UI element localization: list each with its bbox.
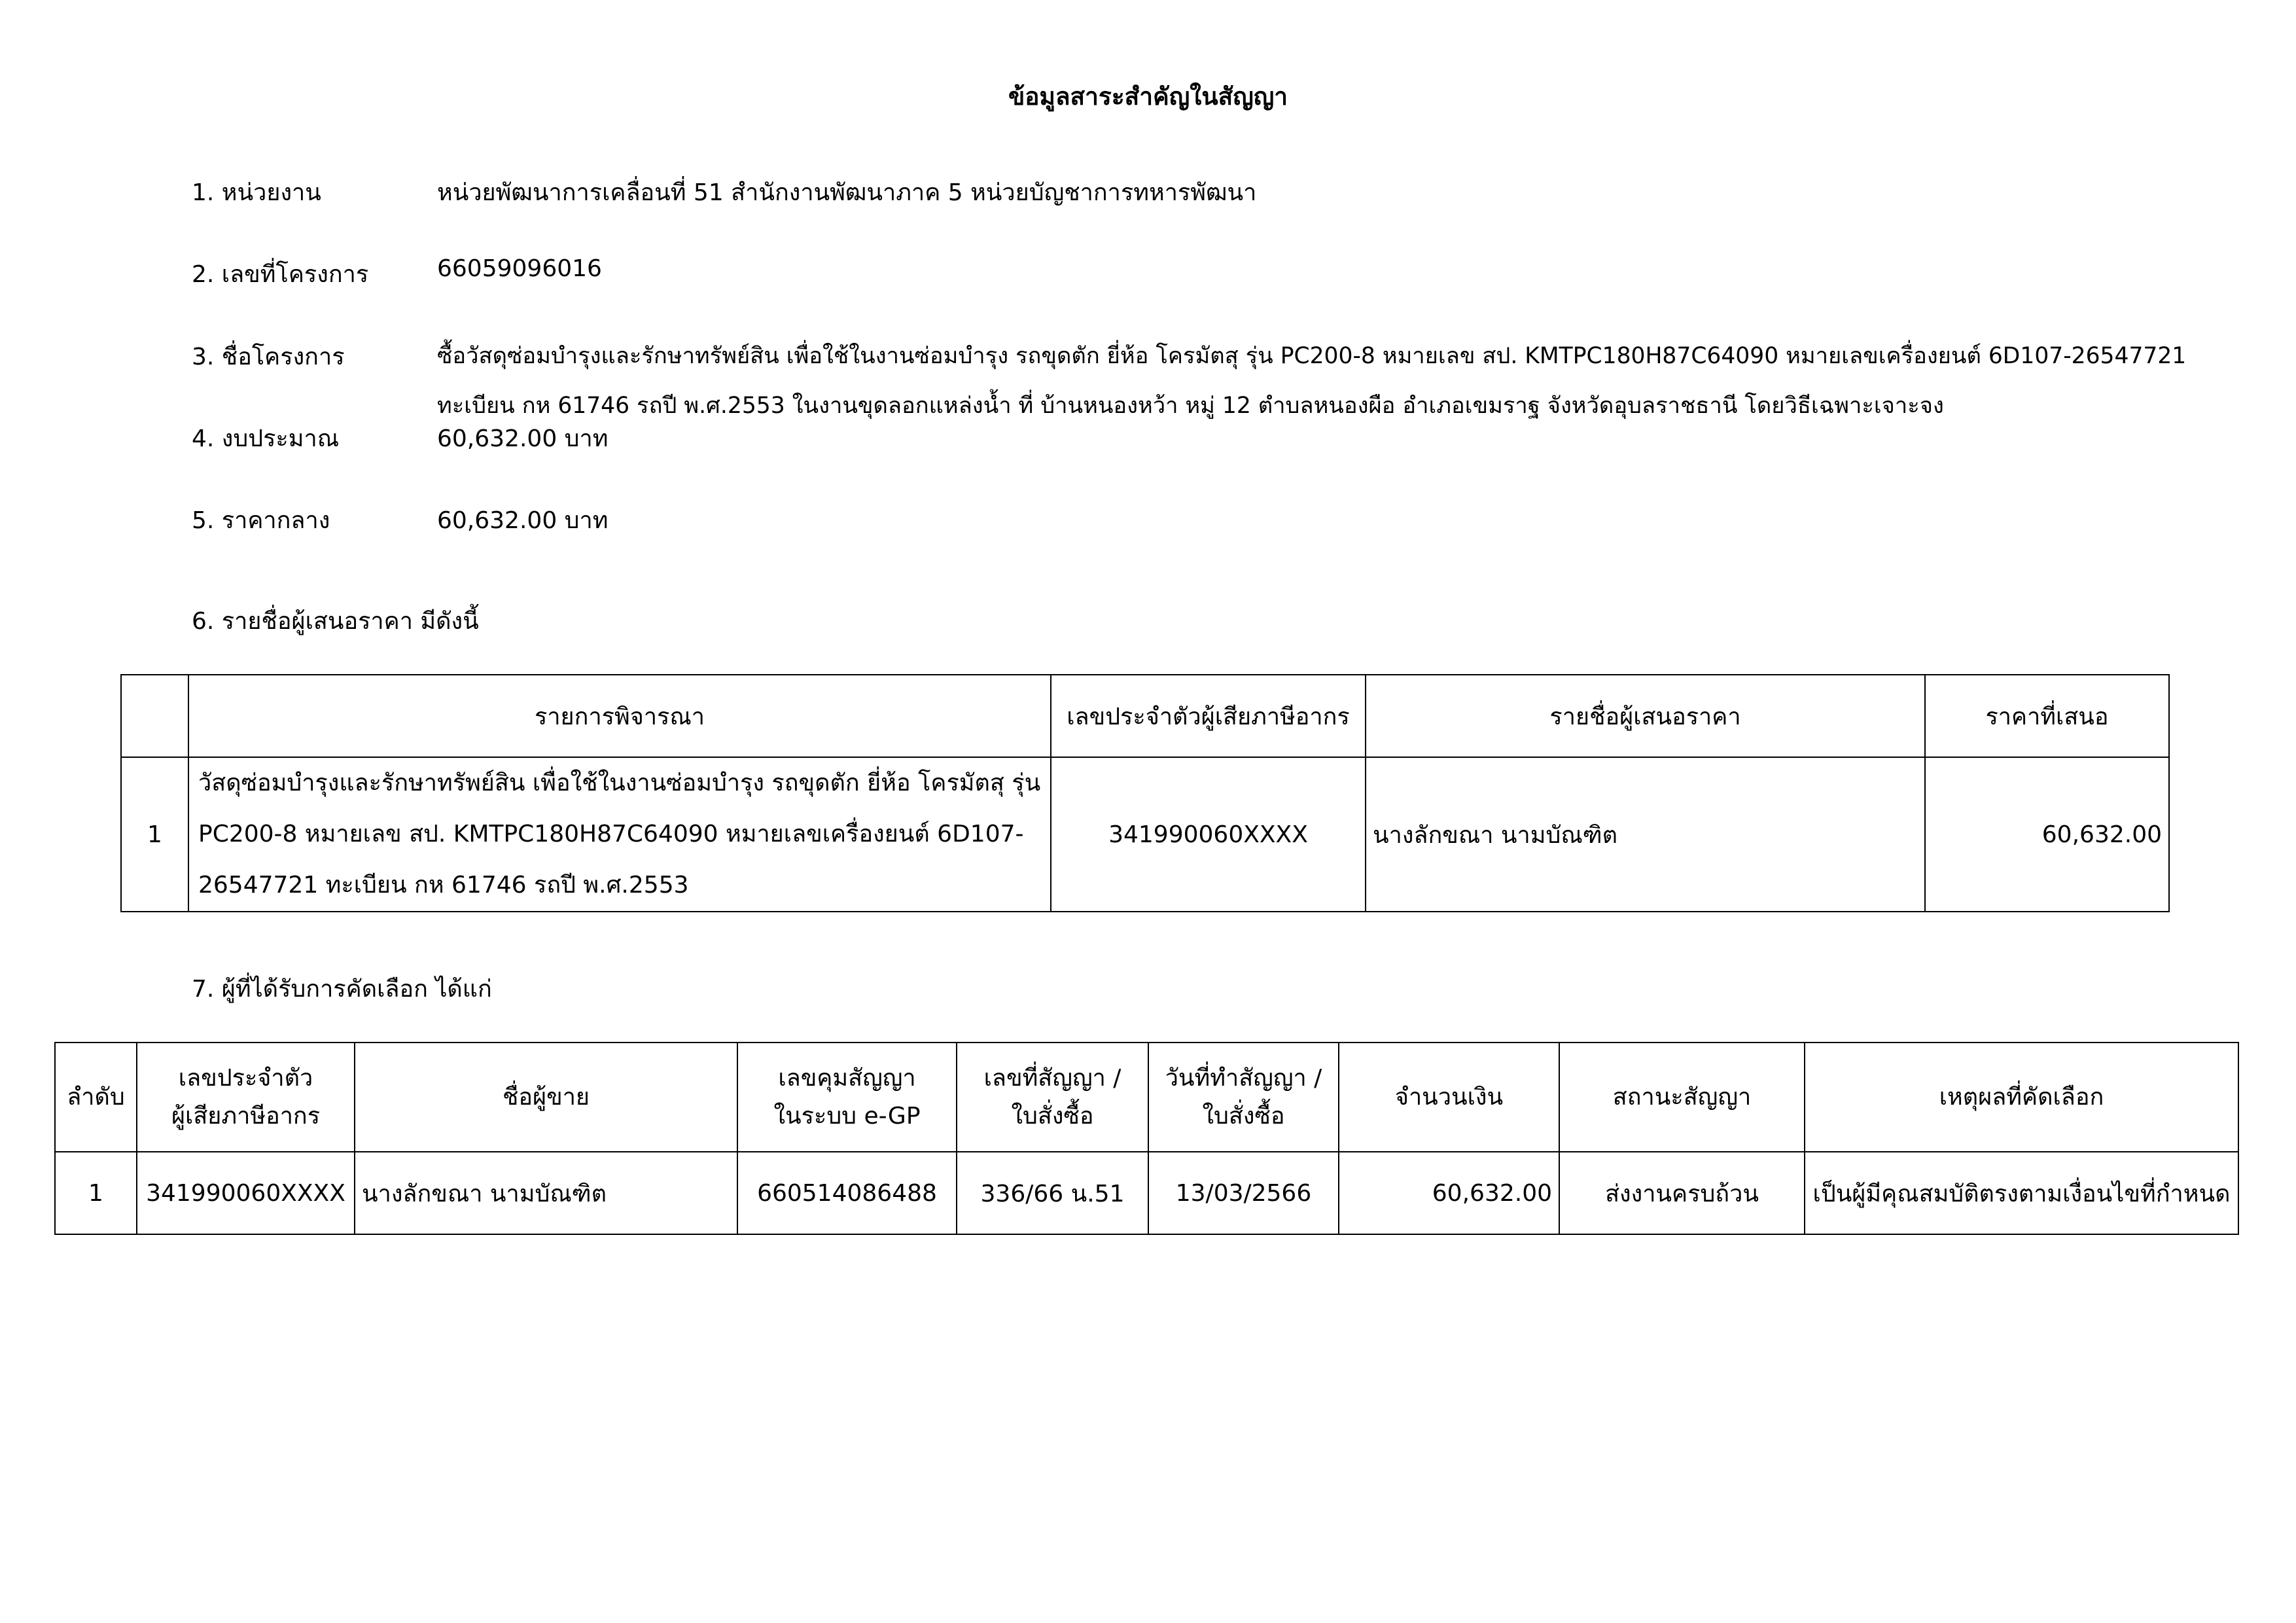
bid-row-price: 60,632.00 <box>1925 757 2169 912</box>
bids-col-number <box>121 675 188 757</box>
table-row <box>121 757 2169 912</box>
awards-col-contract-date-line1: วันที่ทำสัญญา / <box>1165 1064 1322 1092</box>
awards-col-egp-line2: ในระบบ e-GP <box>773 1102 921 1130</box>
awards-col-amount: จำนวนเงิน <box>1339 1043 1559 1152</box>
field-value-agency: หน่วยพัฒนาการเคลื่อนที่ 51 สำนักงานพัฒนาภาค 5 หน่วยบัญชาการทหารพัฒนา <box>437 179 1257 206</box>
bid-row-item: วัสดุซ่อมบำรุงและรักษาทรัพย์สิน เพื่อใช้ในงานซ่อมบำรุง รถขุดตัก ยี่ห้อ โครมัตสุ รุ่น PC200-8 หมายเลข สป. KMTPC180H87C64090 หมายเลขเครื่องยนต์ 6D107-26547721 ทะเบียน กห 61746 รถปี พ.ศ.2553 <box>188 757 1051 912</box>
field-value-project-number: 66059096016 <box>437 255 602 282</box>
field-value-budget: 60,632.00 บาท <box>437 425 609 452</box>
awards-section-heading: 7. ผู้ที่ได้รับการคัดเลือก ได้แก่ <box>192 976 492 1003</box>
awards-col-reason: เหตุผลที่คัดเลือก <box>1805 1043 2238 1152</box>
awards-col-contract-date-line2: ใบสั่งซื้อ <box>1202 1102 1285 1130</box>
award-row-contract-number: 336/66 น.51 <box>957 1152 1148 1234</box>
awards-col-contract-number-line1: เลขที่สัญญา / <box>983 1064 1122 1092</box>
bid-row-tax-id: 341990060XXXX <box>1051 757 1366 912</box>
awards-table <box>54 1042 2239 1235</box>
awards-col-egp-line1: เลขคุมสัญญา <box>778 1064 916 1092</box>
field-label-reference-price: 5. ราคากลาง <box>192 507 330 534</box>
bid-row-number: 1 <box>121 757 188 912</box>
field-label-agency: 1. หน่วยงาน <box>192 179 321 206</box>
awards-col-tax-id-line1: เลขประจำตัว <box>178 1064 313 1092</box>
award-row-contract-date: 13/03/2566 <box>1148 1152 1339 1234</box>
award-row-status: ส่งงานครบถ้วน <box>1559 1152 1805 1234</box>
awards-col-number: ลำดับ <box>55 1043 137 1152</box>
awards-col-tax-id-line2: ผู้เสียภาษีอากร <box>171 1102 321 1130</box>
bids-col-item: รายการพิจารณา <box>188 675 1051 757</box>
award-row-reason: เป็นผู้มีคุณสมบัติตรงตามเงื่อนไขที่กำหนด <box>1805 1152 2238 1234</box>
bids-col-tax-id: เลขประจำตัวผู้เสียภาษีอากร <box>1051 675 1366 757</box>
awards-col-tax-id <box>137 1043 355 1152</box>
bids-table <box>120 674 2170 912</box>
bids-section-heading: 6. รายชื่อผู้เสนอราคา มีดังนี้ <box>192 608 479 635</box>
award-row-egp-number: 660514086488 <box>737 1152 957 1234</box>
field-value-project-name-line1: ซื้อวัสดุซ่อมบำรุงและรักษาทรัพย์สิน เพื่อใช้ในงานซ่อมบำรุง รถขุดตัก ยี่ห้อ โครมัตสุ รุ่น PC200-8 หมายเลข สป. KMTPC180H87C64090 หมายเลขเครื่องยนต์ 6D107-26547721 <box>437 343 2187 369</box>
field-value-reference-price: 60,632.00 บาท <box>437 507 609 534</box>
awards-table-header-row <box>55 1043 2238 1152</box>
field-label-project-number: 2. เลขที่โครงการ <box>192 261 369 288</box>
awards-col-seller: ชื่อผู้ขาย <box>355 1043 737 1152</box>
award-row-amount: 60,632.00 <box>1339 1152 1559 1234</box>
award-row-number: 1 <box>55 1152 137 1234</box>
field-value-project-name-line2: ทะเบียน กห 61746 รถปี พ.ศ.2553 ในงานขุดลอกแหล่งน้ำ ที่ บ้านหนองหว้า หมู่ 12 ตำบลหนองผือ อำเภอเขมราฐ จังหวัดอุบลราชธานี โดยวิธีเฉพาะเจาะจง <box>437 393 1944 419</box>
bids-table-header-row <box>121 675 2169 757</box>
awards-col-contract-number <box>957 1043 1148 1152</box>
awards-col-contract-date <box>1148 1043 1339 1152</box>
awards-col-status: สถานะสัญญา <box>1559 1043 1805 1152</box>
awards-col-egp <box>737 1043 957 1152</box>
document-title: ข้อมูลสาระสำคัญในสัญญา <box>1008 82 1288 111</box>
bids-col-bidder: รายชื่อผู้เสนอราคา <box>1366 675 1925 757</box>
field-label-budget: 4. งบประมาณ <box>192 425 340 452</box>
awards-col-contract-number-line2: ใบสั่งซื้อ <box>1011 1102 1094 1130</box>
bids-col-price: ราคาที่เสนอ <box>1925 675 2169 757</box>
bid-row-bidder: นางลักขณา นามบัณฑิต <box>1366 757 1925 912</box>
field-label-project-name: 3. ชื่อโครงการ <box>192 344 345 370</box>
award-row-seller: นางลักขณา นามบัณฑิต <box>355 1152 737 1234</box>
award-row-tax-id: 341990060XXXX <box>137 1152 355 1234</box>
table-row <box>55 1152 2238 1234</box>
